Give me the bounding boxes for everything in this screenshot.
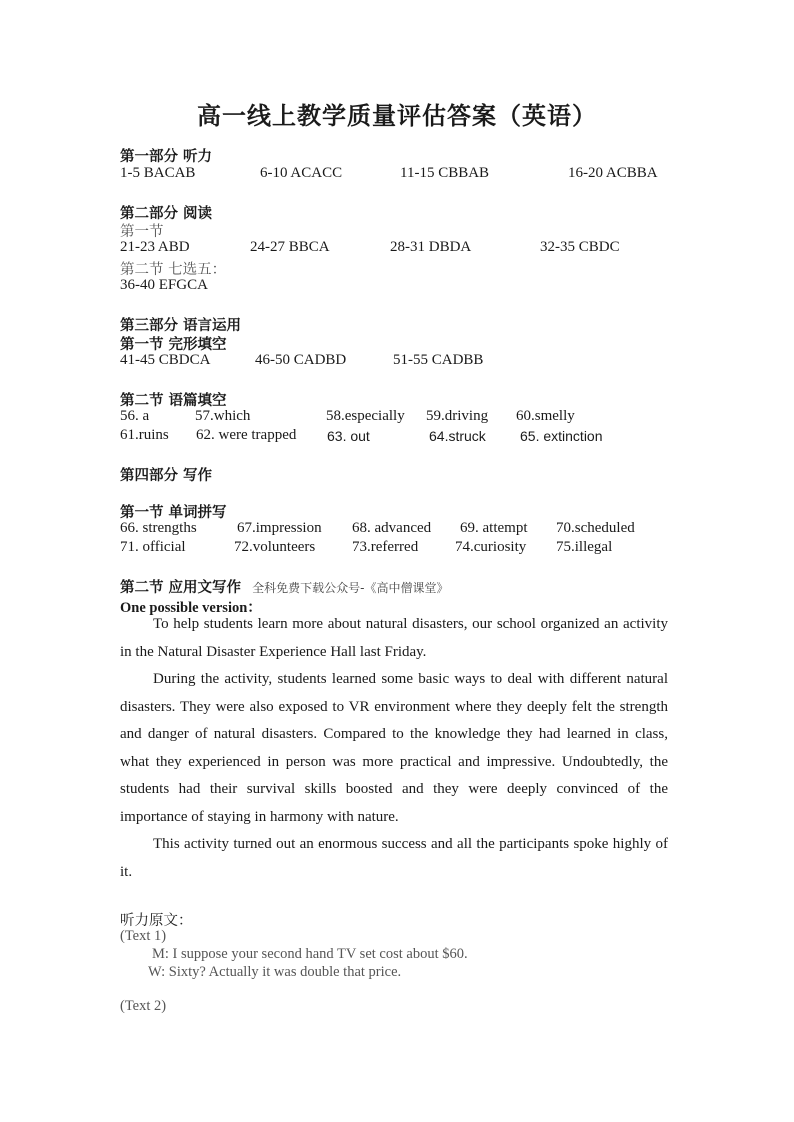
answer-32-35: 32-35 CBDC	[540, 239, 620, 255]
answer-67: 67.impression	[237, 520, 322, 536]
answer-11-15: 11-15 CBBAB	[400, 165, 490, 181]
page-title: 高一线上教学质量评估答案（英语）	[197, 101, 597, 130]
essay-paragraph: During the activity, students learned some basic ways to deal with different natural disasters. They were also exposed to VR environment where they deeply felt the strength and danger of natural disasters. Compared to the knowledge they had learned in class, what they experienced in person was more practical and impressive. Undoubtedly, the students had their survival skills boosted and they were deeply convinced of the importance of staying in harmony with nature.	[120, 671, 668, 825]
answer-6-10: 6-10 ACACC	[260, 165, 343, 181]
part3-section2-label: 第二节 语篇填空	[120, 393, 227, 409]
answer-64: 64.struck	[429, 428, 486, 444]
answer-73: 73.referred	[352, 539, 419, 555]
answer-72: 72.volunteers	[234, 539, 316, 555]
answer-68: 68. advanced	[352, 520, 432, 536]
answer-21-23: 21-23 ABD	[120, 239, 190, 255]
part4-section2-label	[120, 576, 448, 597]
section2-title: 第二节 应用文写作	[120, 580, 242, 596]
essay-body	[120, 611, 668, 886]
download-note: 全科免费下载公众号-《高中僧课堂》	[252, 581, 449, 595]
part2-heading: 第二部分 阅读	[120, 206, 213, 222]
answer-28-31: 28-31 DBDA	[390, 239, 472, 255]
answer-66: 66. strengths	[120, 520, 197, 536]
part2-section1-label: 第一节	[120, 224, 164, 240]
answer-41-45: 41-45 CBDCA	[120, 352, 211, 368]
essay-paragraph: To help students learn more about natural disasters, our school organized an activity in the Natural Disaster Experience Hall last Friday.	[120, 616, 668, 660]
answer-58: 58.especially	[326, 408, 405, 424]
answer-63: 63. out	[327, 428, 370, 444]
answer-24-27: 24-27 BBCA	[250, 239, 330, 255]
dialogue-line-w: W: Sixty? Actually it was double that price.	[148, 964, 402, 980]
version-label: One possible version：	[120, 600, 262, 616]
answer-57: 57.which	[195, 408, 251, 424]
part4-section1-label: 第一节 单词拼写	[120, 505, 227, 521]
answer-65: 65. extinction	[520, 428, 603, 444]
answer-36-40: 36-40 EFGCA	[120, 277, 208, 293]
answer-59: 59.driving	[426, 408, 489, 424]
answer-70: 70.scheduled	[556, 520, 635, 536]
part1-heading: 第一部分 听力	[120, 149, 213, 165]
part4-heading: 第四部分 写作	[120, 468, 213, 484]
essay-paragraph: This activity turned out an enormous success and all the participants spoke highly of it.	[120, 836, 668, 880]
answer-60: 60.smelly	[516, 408, 575, 424]
answer-51-55: 51-55 CADBB	[393, 352, 484, 368]
answer-56: 56. a	[120, 408, 150, 424]
answer-75: 75.illegal	[556, 539, 613, 555]
answer-62: 62. were trapped	[196, 427, 297, 443]
answer-46-50: 46-50 CADBD	[255, 352, 347, 368]
listening-heading: 听力原文：	[120, 913, 193, 929]
dialogue-line-m: M: I suppose your second hand TV set cost about $60.	[152, 946, 468, 962]
text1-label: (Text 1)	[120, 928, 167, 944]
answer-16-20: 16-20 ACBBA	[568, 165, 658, 181]
part2-section2-label: 第二节 七选五：	[120, 262, 227, 278]
answer-1-5: 1-5 BACAB	[120, 165, 196, 181]
answer-69: 69. attempt	[460, 520, 528, 536]
part3-heading: 第三部分 语言运用	[120, 318, 242, 334]
part3-section1-label: 第一节 完形填空	[120, 337, 227, 353]
answer-71: 71. official	[120, 539, 186, 555]
answer-74: 74.curiosity	[455, 539, 527, 555]
answer-61: 61.ruins	[120, 427, 169, 443]
text2-label: (Text 2)	[120, 998, 167, 1014]
